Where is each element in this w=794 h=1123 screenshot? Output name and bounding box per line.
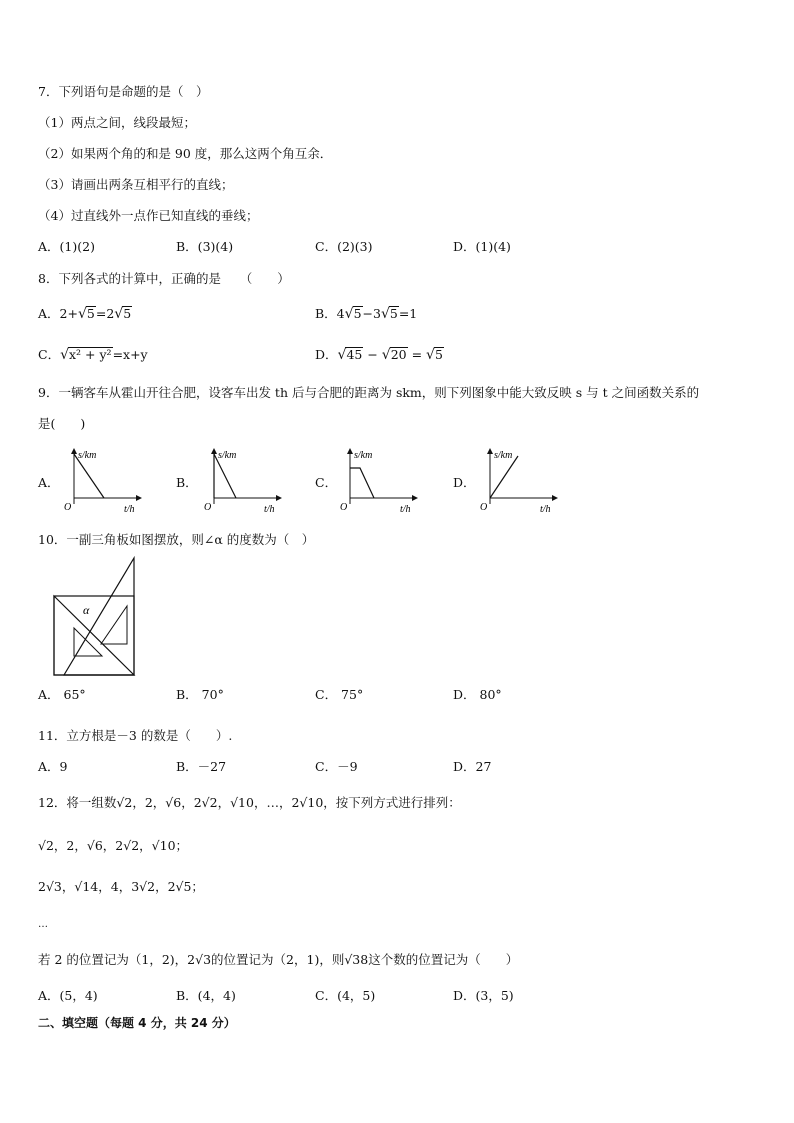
q9-graph-d xyxy=(478,446,558,516)
q12-row-1: √2，2，√6，2√2，√10； xyxy=(38,838,189,853)
q7-item-3: （3）请画出两条互相平行的直线； xyxy=(38,177,234,192)
q12-stem-text: 12．将一组数 xyxy=(38,795,117,810)
q11-stem: 11．立方根是－3 的数是（ ）. xyxy=(38,728,233,743)
q12-num-5: √10 xyxy=(230,795,254,810)
q8-c-text: C． xyxy=(38,347,61,362)
q12-option-b: B．(4，4) xyxy=(176,988,236,1003)
q9-graph-c-ylabel: s/km xyxy=(354,450,373,461)
q9-graph-a xyxy=(62,446,142,516)
q8-d-radicand-3: 5 xyxy=(434,347,443,362)
q8-a-mid: =2 xyxy=(95,306,115,321)
q8-stem: 8．下列各式的计算中，正确的是 （ ） xyxy=(38,271,290,286)
q8-a-radicand: 5 xyxy=(86,306,95,321)
q7-item-2: （2）如果两个角的和是 90 度，那么这两个角互余． xyxy=(38,146,333,161)
q11-option-a: A．9 xyxy=(38,759,68,774)
q9-graph-d-origin: O xyxy=(480,502,488,513)
q9-stem-line1: 9．一辆客车从霍山开往合肥，设客车出发 th 后与合肥的距离为 skm，则下列图象中能大致反映 s 与 t 之间函数关系的 xyxy=(38,385,700,400)
q12-option-c: C．(4，5) xyxy=(315,988,376,1003)
q8-option-b: B．4√5−3√5=1 xyxy=(315,306,418,322)
q10-triangle-figure xyxy=(52,556,140,678)
q7-option-a: A．(1)(2) xyxy=(38,239,95,254)
q9-graph-d-line xyxy=(490,456,518,498)
q10-alpha-label: α xyxy=(83,603,90,617)
q8-d-radicand-2: 20 xyxy=(390,347,407,362)
q10-option-b: B． 70° xyxy=(176,687,224,702)
q12-num-2: ，2， xyxy=(132,795,166,810)
q8-d-eq: = xyxy=(407,347,427,362)
q9-graph-d-xlabel: t/h xyxy=(540,504,551,515)
q12-num-4-pre: ，2 xyxy=(181,795,202,810)
q10-option-d: D． 80° xyxy=(453,687,502,702)
q8-option-a: A．2+√5=2√5 xyxy=(38,306,132,322)
q12-option-d: D．(3，5) xyxy=(453,988,514,1003)
q12-sep: ， xyxy=(217,795,231,810)
q7-option-b: B．(3)(4) xyxy=(176,239,234,254)
q9-label-a: A． xyxy=(38,475,60,490)
q8-c-post: =x+y xyxy=(112,347,148,362)
q9-graph-b-origin: O xyxy=(204,502,212,513)
q9-graph-c xyxy=(338,446,418,516)
q8-option-d: D．√45 − √20 = √5 xyxy=(315,347,443,363)
q9-graph-a-origin: O xyxy=(64,502,72,513)
q12-ellipsis: ，…，2 xyxy=(253,795,300,810)
q9-graph-d-ylabel: s/km xyxy=(494,450,513,461)
q12-num-4: √2 xyxy=(201,795,218,810)
q8-a-radicand-2: 5 xyxy=(123,306,132,321)
q12-last-line: 若 2 的位置记为（1，2)，2√3的位置记为（2，1)，则√38这个数的位置记为（ ） xyxy=(38,952,519,967)
q9-label-d: D． xyxy=(453,475,476,490)
q9-graph-c-origin: O xyxy=(340,502,348,513)
q9-graph-a-xlabel: t/h xyxy=(124,504,135,515)
q9-graph-c-xlabel: t/h xyxy=(400,504,411,515)
q9-label-b: B． xyxy=(176,475,198,490)
q7-item-1: （1）两点之间，线段最短； xyxy=(38,115,196,130)
q12-ellipsis-row: … xyxy=(38,919,48,930)
section-2-heading: 二、填空题（每题 4 分，共 24 分） xyxy=(38,1016,236,1030)
q9-graph-b xyxy=(202,446,282,516)
q10-option-c: C． 75° xyxy=(315,687,364,702)
q12-stem xyxy=(38,795,461,811)
q9-graph-c-line xyxy=(350,468,374,498)
q8-d-radicand-1: 45 xyxy=(346,347,363,362)
q8-b-mid: −3 xyxy=(362,306,381,321)
q7-stem: 7．下列语句是命题的是（ ） xyxy=(38,84,209,99)
q9-label-c: C． xyxy=(315,475,338,490)
q10-stem: 10．一副三角板如图摆放，则∠α 的度数为（ ） xyxy=(38,532,315,547)
q12-stem-tail: ，按下列方式进行排列： xyxy=(323,795,461,810)
q12-num-1: √2 xyxy=(116,795,133,810)
q8-b-post: =1 xyxy=(398,306,418,321)
q8-b-radicand-2: 5 xyxy=(389,306,398,321)
q8-a-text: A．2+ xyxy=(38,306,78,321)
q9-graph-b-ylabel: s/km xyxy=(218,450,237,461)
q9-graph-a-ylabel: s/km xyxy=(78,450,97,461)
q12-row-2: 2√3，√14，4，3√2，2√5； xyxy=(38,879,204,894)
q8-d-mid: − xyxy=(363,347,382,362)
q12-option-a: A．(5，4) xyxy=(38,988,98,1003)
q7-item-4: （4）过直线外一点作已知直线的垂线； xyxy=(38,208,259,223)
q9-stem-line2: 是( ) xyxy=(38,416,86,431)
q8-option-c: C．√x² + y²=x+y xyxy=(38,347,148,363)
q9-graph-b-xlabel: t/h xyxy=(264,504,275,515)
q8-b-text: B．4 xyxy=(315,306,345,321)
q10-option-a: A． 65° xyxy=(38,687,86,702)
q8-d-text: D． xyxy=(315,347,338,362)
q12-num-3: √6 xyxy=(165,795,182,810)
q11-option-c: C．－9 xyxy=(315,759,358,774)
q7-option-c: C．(2)(3) xyxy=(315,239,373,254)
q11-option-d: D．27 xyxy=(453,759,492,774)
q11-option-b: B．－27 xyxy=(176,759,227,774)
q7-option-d: D．(1)(4) xyxy=(453,239,511,254)
q8-b-radicand: 5 xyxy=(353,306,362,321)
q8-c-radicand: x² + y² xyxy=(69,347,112,362)
q12-num-last: √10 xyxy=(299,795,324,810)
